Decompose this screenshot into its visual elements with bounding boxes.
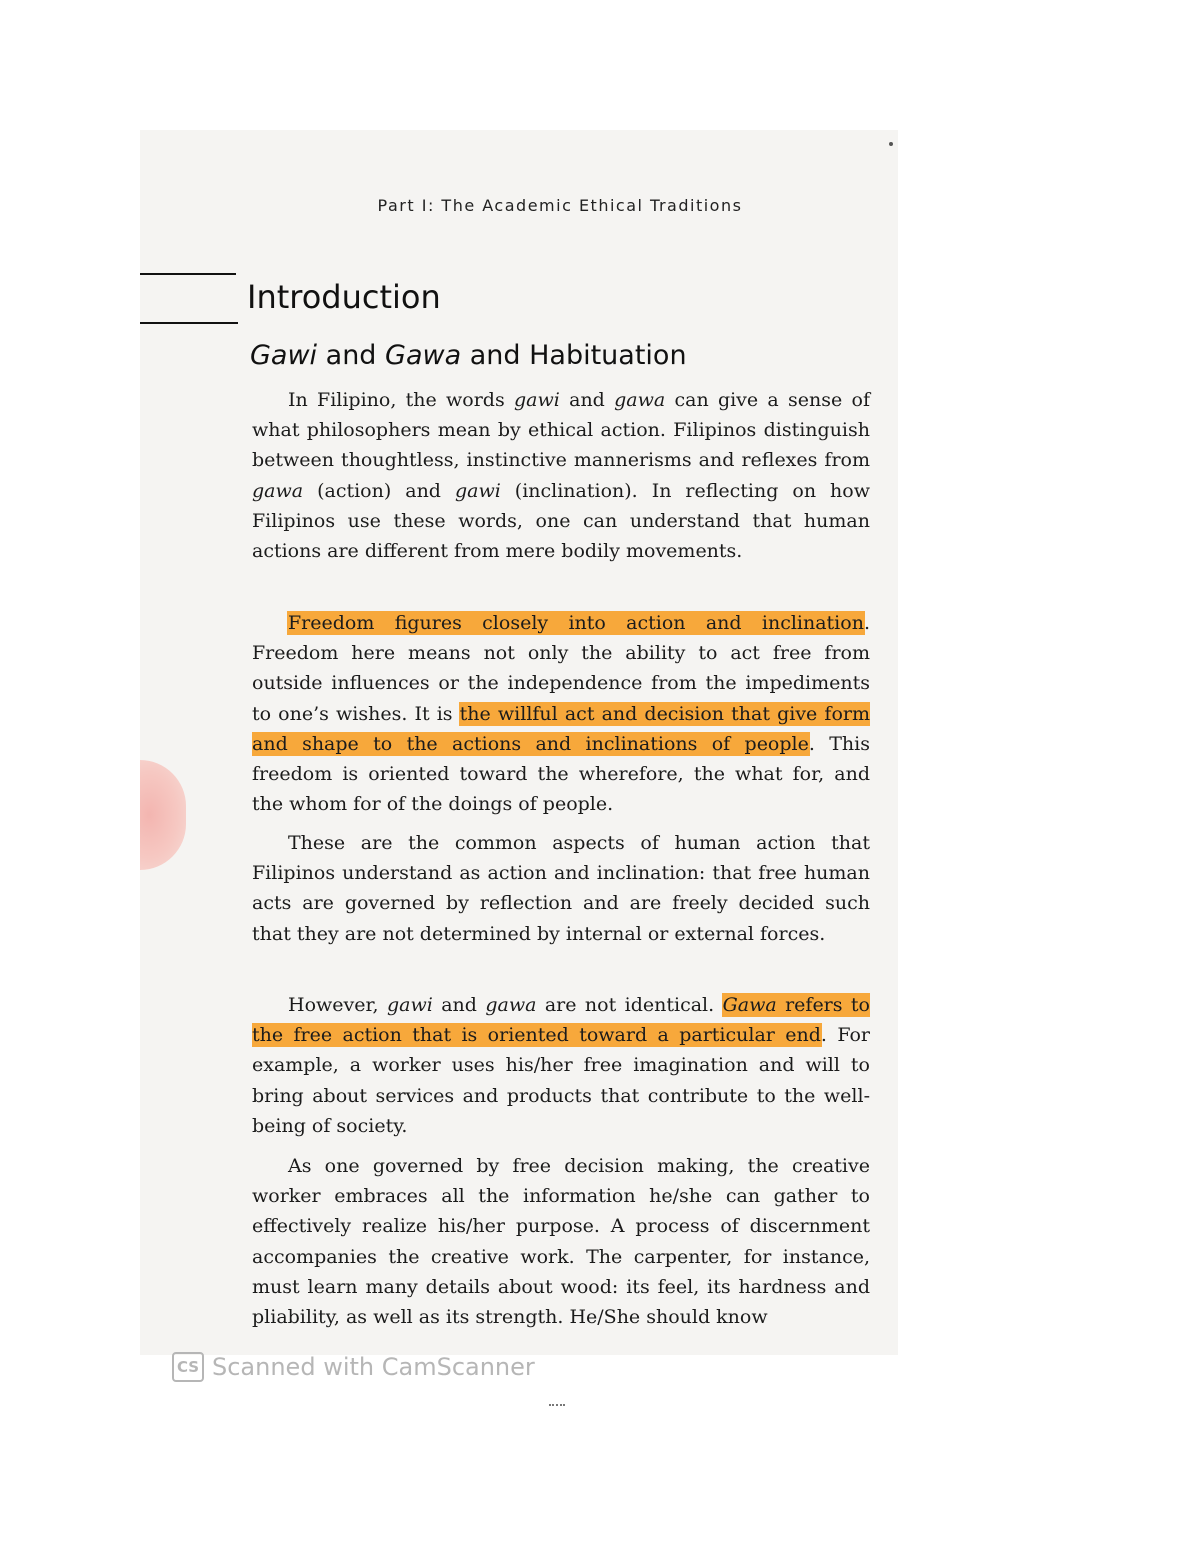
highlight-gawa-definition: Gawa refers to the free action that is oriented toward a particular end <box>252 994 871 1047</box>
heading-rule-top <box>140 273 236 275</box>
camscanner-logo-icon: CS <box>172 1352 204 1382</box>
paragraph-3: These are the common aspects of human action that Filipinos understand as action and inclination: that free human acts are governed by reflection and are freely decided such that they are not determined by internal or external forces. <box>252 832 870 945</box>
paragraph-1: In Filipino, the words gawi and gawa can give a sense of what philosophers mean by ethical action. Filipinos distinguish between thoughtless, instinctive mannerisms and reflexes from gawa (action) and gawi (inclination). In reflecting on how Filipinos use these words, one can understand that human actions are different from mere bodily movements. <box>252 389 870 563</box>
paragraph-4: However, gawi and gawa are not identical. Gawa refers to the free action that is oriented toward a particular end. For example, a worker uses his/her free imagination and will to bring about services and products that contribute to the well-being of society. <box>252 994 871 1137</box>
running-head <box>250 196 870 215</box>
camscanner-text: Scanned with CamScanner <box>212 1353 535 1381</box>
subtitle-and: and <box>317 340 386 371</box>
page-number-mark <box>549 1404 565 1408</box>
paragraph-2: Freedom figures closely into action and inclination. Freedom here means not only the ability to act free from outside influences or the independence from the impediments to one’s wishes. It is the willful act and decision that give form and shape to the actions and inclinations of people. This freedom is oriented toward the wherefore, the what for, and the whom for of the doings of people. <box>252 612 870 816</box>
running-head-rest: Academic Ethical Traditions <box>482 196 743 215</box>
speck <box>889 142 893 146</box>
highlight-freedom: Freedom figures closely into action and inclination <box>288 612 864 634</box>
paragraph-5: As one governed by free decision making, the creative worker embraces all the information he/she can gather to effectively realize his/her purpose. A process of discernment accompanies the creative work. The carpenter, for instance, must learn many details about wood: its feel, its hardness and pliability, as well as its strength. He/She should know <box>252 1155 870 1329</box>
camscanner-watermark <box>172 1352 535 1382</box>
highlight-willful-act: the willful act and decision that give form and shape to the actions and inclinations of people <box>252 702 870 755</box>
running-head-part: Part I: The <box>377 196 476 215</box>
section-subtitle <box>250 340 687 371</box>
section-title: Introduction <box>247 278 441 316</box>
subtitle-gawa: Gawa <box>385 340 462 371</box>
subtitle-gawi: Gawi <box>250 340 318 371</box>
heading-rule-bottom <box>140 322 238 324</box>
subtitle-rest: and Habituation <box>461 340 687 371</box>
